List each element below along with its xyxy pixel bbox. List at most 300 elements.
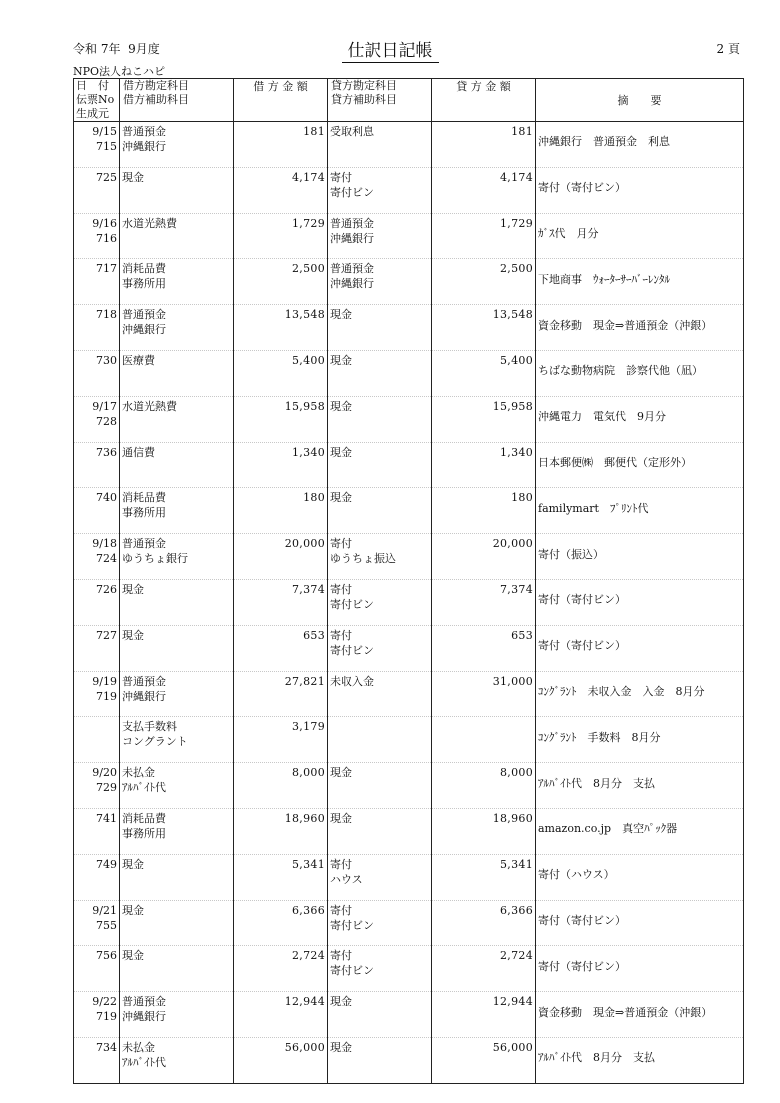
debit-account: 現金 — [122, 903, 144, 917]
credit-sub-account: 寄付ビン — [330, 185, 374, 199]
entry-description: 沖縄銀行 普通預金 利息 — [538, 135, 670, 149]
entry-description: 寄付（振込） — [538, 547, 604, 561]
credit-amount: 4,174 — [500, 170, 533, 184]
credit-amount-cell — [432, 350, 536, 396]
description-cell — [536, 350, 744, 396]
description-cell — [536, 717, 744, 763]
entry-description: ｺﾝｸﾞﾗﾝﾄ 手数料 8月分 — [538, 730, 661, 744]
credit-account-cell — [328, 488, 432, 534]
description-cell — [536, 259, 744, 305]
credit-account: 普通預金 — [330, 262, 374, 276]
debit-account: 現金 — [122, 628, 144, 642]
debit-amount-cell — [234, 900, 328, 946]
credit-account-cell — [328, 213, 432, 259]
table-row — [74, 259, 744, 305]
voucher-number: 725 — [96, 170, 117, 184]
debit-account: 消耗品費 — [122, 811, 166, 825]
description-cell — [536, 671, 744, 717]
header-date-line3: 生成元 — [76, 107, 109, 120]
credit-sub-account: 沖縄銀行 — [330, 277, 374, 291]
credit-account-cell — [328, 900, 432, 946]
debit-account-cell — [120, 625, 234, 671]
entry-date-cell — [74, 488, 120, 534]
credit-account: 普通預金 — [330, 216, 374, 230]
credit-amount: 13,548 — [492, 308, 533, 322]
debit-amount-cell — [234, 946, 328, 992]
voucher-number: 740 — [96, 491, 117, 505]
entry-date-cell — [74, 167, 120, 213]
debit-account: 未払金 — [122, 1040, 155, 1054]
debit-account: 普通預金 — [122, 995, 166, 1009]
entry-date-cell — [74, 122, 120, 168]
debit-account: 通信費 — [122, 445, 155, 459]
table-row — [74, 854, 744, 900]
debit-account: 普通預金 — [122, 308, 166, 322]
voucher-number: 736 — [96, 445, 117, 459]
debit-amount: 13,548 — [284, 308, 325, 322]
credit-amount-cell — [432, 763, 536, 809]
table-row — [74, 763, 744, 809]
credit-amount: 653 — [511, 628, 533, 642]
credit-account: 寄付 — [330, 949, 352, 963]
organization-name: NPO法人ねこハピ — [73, 65, 166, 78]
entry-description: 寄付（寄付ビン） — [538, 913, 626, 927]
credit-account-cell — [328, 122, 432, 168]
credit-account-cell — [328, 763, 432, 809]
debit-sub-account: 事務所用 — [122, 277, 166, 291]
entry-date-cell — [74, 305, 120, 351]
credit-amount — [432, 717, 533, 719]
debit-amount: 56,000 — [284, 1040, 325, 1054]
debit-account-cell — [120, 900, 234, 946]
description-cell — [536, 992, 744, 1038]
debit-amount-cell — [234, 167, 328, 213]
description-cell — [536, 396, 744, 442]
debit-account: 現金 — [122, 170, 144, 184]
credit-amount: 20,000 — [492, 537, 533, 551]
debit-account-cell — [120, 717, 234, 763]
credit-account: 現金 — [330, 811, 352, 825]
credit-amount: 31,000 — [492, 674, 533, 688]
table-row — [74, 579, 744, 625]
credit-amount: 18,960 — [492, 811, 533, 825]
debit-account-cell — [120, 259, 234, 305]
credit-account-cell — [328, 946, 432, 992]
credit-account: 寄付 — [330, 628, 352, 642]
credit-amount-cell — [432, 442, 536, 488]
debit-sub-account: ｱﾙﾊﾞｲﾄ代 — [122, 781, 166, 795]
entry-date: 9/18 — [92, 537, 117, 551]
page-title — [0, 36, 780, 61]
debit-sub-account: ゆうちょ銀行 — [122, 552, 188, 566]
table-row — [74, 946, 744, 992]
credit-account: 現金 — [330, 491, 352, 505]
debit-account: 医療費 — [122, 353, 155, 367]
credit-amount-cell — [432, 1037, 536, 1083]
header-date-line1: 日 付 — [76, 79, 109, 92]
credit-amount-cell — [432, 305, 536, 351]
entry-description: 下地商事 ｳｫｰﾀｰｻｰﾊﾞｰﾚﾝﾀﾙ — [538, 272, 670, 286]
debit-account-cell — [120, 167, 234, 213]
entry-date-cell — [74, 350, 120, 396]
voucher-number: 741 — [96, 811, 117, 825]
credit-amount-cell — [432, 900, 536, 946]
debit-amount-cell — [234, 534, 328, 580]
debit-amount-cell — [234, 808, 328, 854]
credit-amount: 6,366 — [500, 903, 533, 917]
table-row — [74, 122, 744, 168]
entry-description: ｱﾙﾊﾞｲﾄ代 8月分 支払 — [538, 1051, 655, 1065]
credit-amount: 180 — [511, 491, 533, 505]
description-cell — [536, 946, 744, 992]
description-cell — [536, 854, 744, 900]
debit-account: 支払手数料 — [122, 720, 177, 734]
credit-account-cell — [328, 259, 432, 305]
credit-account-cell — [328, 671, 432, 717]
table-row — [74, 488, 744, 534]
table-row — [74, 213, 744, 259]
debit-account-cell — [120, 213, 234, 259]
debit-account: 普通預金 — [122, 125, 166, 138]
table-row — [74, 625, 744, 671]
entry-date: 9/22 — [92, 995, 117, 1009]
entry-date-cell — [74, 900, 120, 946]
header-debit-amount: 借 方 金 額 — [234, 79, 328, 122]
entry-date-cell — [74, 717, 120, 763]
debit-account-cell — [120, 442, 234, 488]
entry-date: 9/17 — [92, 399, 117, 413]
header-credit-account — [328, 79, 432, 122]
entry-description: ｱﾙﾊﾞｲﾄ代 8月分 支払 — [538, 776, 655, 790]
debit-amount-cell — [234, 442, 328, 488]
credit-amount: 1,729 — [500, 216, 533, 230]
entry-description: 寄付（寄付ビン） — [538, 639, 626, 653]
credit-account: 現金 — [330, 399, 352, 413]
entry-date-cell — [74, 625, 120, 671]
credit-amount-cell — [432, 671, 536, 717]
entry-description: 寄付（寄付ビン） — [538, 593, 626, 607]
credit-account-cell — [328, 1037, 432, 1083]
month-label: 9月度 — [128, 42, 160, 56]
entry-description: familymart ﾌﾟﾘﾝﾄ代 — [538, 501, 649, 515]
table-row — [74, 350, 744, 396]
credit-amount: 15,958 — [492, 399, 533, 413]
debit-amount-cell — [234, 305, 328, 351]
debit-amount: 180 — [303, 491, 325, 505]
debit-account-cell — [120, 763, 234, 809]
description-cell — [536, 808, 744, 854]
debit-amount-cell — [234, 396, 328, 442]
page-number: 2 頁 — [716, 42, 740, 56]
debit-amount: 181 — [303, 125, 325, 138]
credit-account: 未収入金 — [330, 674, 374, 688]
debit-account-cell — [120, 534, 234, 580]
debit-amount-cell — [234, 488, 328, 534]
debit-account-cell — [120, 854, 234, 900]
credit-account — [330, 717, 431, 719]
debit-sub-account: 沖縄銀行 — [122, 323, 166, 337]
debit-sub-account: 事務所用 — [122, 506, 166, 520]
entry-date-cell — [74, 396, 120, 442]
debit-account: 普通預金 — [122, 674, 166, 688]
header-description: 摘 要 — [536, 79, 744, 122]
entry-description: 寄付（ハウス） — [538, 868, 615, 882]
credit-account: 現金 — [330, 445, 352, 459]
debit-amount-cell — [234, 122, 328, 168]
voucher-number: 719 — [96, 689, 117, 703]
credit-sub-account: 沖縄銀行 — [330, 231, 374, 245]
debit-amount: 7,374 — [292, 582, 325, 596]
credit-amount: 7,374 — [500, 582, 533, 596]
voucher-number: 726 — [96, 582, 117, 596]
credit-account-cell — [328, 579, 432, 625]
debit-sub-account: 沖縄銀行 — [122, 1010, 166, 1024]
entry-date-cell — [74, 992, 120, 1038]
header-date-line2: 伝票No — [76, 93, 115, 106]
voucher-number: 728 — [96, 414, 117, 428]
debit-amount: 12,944 — [284, 995, 325, 1009]
credit-account-cell — [328, 350, 432, 396]
entry-date-cell — [74, 442, 120, 488]
voucher-number: 749 — [96, 857, 117, 871]
table-header — [74, 79, 744, 122]
voucher-number: 718 — [96, 308, 117, 322]
header-credit-account-line1: 貸方勘定科目 — [331, 79, 397, 92]
credit-amount-cell — [432, 625, 536, 671]
credit-amount-cell — [432, 808, 536, 854]
header-debit-account — [120, 79, 234, 122]
description-cell — [536, 900, 744, 946]
debit-account-cell — [120, 488, 234, 534]
entry-description: ｶﾞｽ代 月分 — [538, 226, 599, 240]
header-date — [74, 79, 120, 122]
voucher-number: 756 — [96, 949, 117, 963]
voucher-number: 755 — [96, 918, 117, 932]
voucher-number: 716 — [96, 231, 117, 245]
debit-amount-cell — [234, 671, 328, 717]
credit-amount-cell — [432, 259, 536, 305]
credit-amount-cell — [432, 579, 536, 625]
debit-sub-account: ｱﾙﾊﾞｲﾄ代 — [122, 1055, 166, 1069]
entry-description: 資金移動 現金⇒普通預金（沖銀） — [538, 318, 713, 332]
debit-amount-cell — [234, 992, 328, 1038]
debit-account-cell — [120, 671, 234, 717]
credit-amount-cell — [432, 992, 536, 1038]
description-cell — [536, 122, 744, 168]
table-row — [74, 167, 744, 213]
debit-amount: 3,179 — [292, 720, 325, 734]
credit-amount: 12,944 — [492, 995, 533, 1009]
credit-account-cell — [328, 396, 432, 442]
credit-amount: 2,500 — [500, 262, 533, 276]
entry-date-cell — [74, 213, 120, 259]
entry-description: ｺﾝｸﾞﾗﾝﾄ 未収入金 入金 8月分 — [538, 684, 705, 698]
debit-amount-cell — [234, 1037, 328, 1083]
entry-date-cell — [74, 259, 120, 305]
debit-sub-account: コングラント — [122, 735, 188, 749]
journal-table — [73, 78, 744, 1084]
credit-amount: 8,000 — [500, 766, 533, 780]
debit-account-cell — [120, 122, 234, 168]
debit-account-cell — [120, 1037, 234, 1083]
credit-account: 寄付 — [330, 903, 352, 917]
credit-account-cell — [328, 854, 432, 900]
header-debit-account-line2: 借方補助科目 — [123, 93, 189, 106]
voucher-number: 724 — [96, 552, 117, 566]
credit-amount: 5,400 — [500, 353, 533, 367]
debit-account-cell — [120, 992, 234, 1038]
credit-amount-cell — [432, 213, 536, 259]
voucher-number: 730 — [96, 353, 117, 367]
debit-account: 現金 — [122, 857, 144, 871]
debit-account-cell — [120, 946, 234, 992]
debit-amount: 4,174 — [292, 170, 325, 184]
debit-account: 水道光熱費 — [122, 399, 177, 413]
table-row — [74, 992, 744, 1038]
credit-account-cell — [328, 625, 432, 671]
debit-amount-cell — [234, 213, 328, 259]
table-row — [74, 808, 744, 854]
credit-account-cell — [328, 305, 432, 351]
entry-date-cell — [74, 671, 120, 717]
credit-account: 受取利息 — [330, 125, 374, 138]
entry-description: ちばな動物病院 診察代他（凪） — [538, 364, 703, 378]
voucher-number: 729 — [96, 781, 117, 795]
description-cell — [536, 167, 744, 213]
credit-amount: 56,000 — [492, 1040, 533, 1054]
credit-account-cell — [328, 992, 432, 1038]
entry-date-cell — [74, 763, 120, 809]
credit-amount-cell — [432, 717, 536, 763]
credit-account-cell — [328, 442, 432, 488]
credit-account-cell — [328, 534, 432, 580]
debit-amount-cell — [234, 259, 328, 305]
entry-date — [74, 717, 117, 719]
credit-account-cell — [328, 167, 432, 213]
debit-amount: 18,960 — [284, 811, 325, 825]
description-cell — [536, 534, 744, 580]
debit-amount: 8,000 — [292, 766, 325, 780]
entry-description: amazon.co.jp 真空ﾊﾟｯｸ器 — [538, 822, 678, 836]
entry-date-cell — [74, 808, 120, 854]
debit-amount: 5,341 — [292, 857, 325, 871]
header-credit-amount: 貸 方 金 額 — [432, 79, 536, 122]
description-cell — [536, 625, 744, 671]
credit-sub-account: ハウス — [330, 872, 363, 886]
debit-sub-account: 事務所用 — [122, 826, 166, 840]
journal-body — [74, 122, 744, 1084]
description-cell — [536, 763, 744, 809]
debit-amount: 2,724 — [292, 949, 325, 963]
debit-account: 水道光熱費 — [122, 216, 177, 230]
credit-sub-account: ゆうちょ振込 — [330, 552, 396, 566]
era-year: 令和 7年 — [73, 42, 121, 56]
debit-account-cell — [120, 579, 234, 625]
credit-amount-cell — [432, 854, 536, 900]
description-cell — [536, 1037, 744, 1083]
voucher-number: 715 — [96, 140, 117, 153]
entry-description: 沖縄電力 電気代 9月分 — [538, 410, 666, 424]
table-row — [74, 442, 744, 488]
credit-sub-account: 寄付ビン — [330, 643, 374, 657]
voucher-number: 717 — [96, 262, 117, 276]
table-row — [74, 534, 744, 580]
debit-amount-cell — [234, 854, 328, 900]
debit-account: 未払金 — [122, 766, 155, 780]
entry-date-cell — [74, 854, 120, 900]
page-title-text: 仕訳日記帳 — [342, 41, 439, 63]
table-row — [74, 900, 744, 946]
entry-date: 9/19 — [92, 674, 117, 688]
debit-amount-cell — [234, 717, 328, 763]
entry-date-cell — [74, 1037, 120, 1083]
table-row — [74, 671, 744, 717]
description-cell — [536, 213, 744, 259]
entry-date-cell — [74, 534, 120, 580]
credit-sub-account: 寄付ビン — [330, 597, 374, 611]
voucher-number: 727 — [96, 628, 117, 642]
entry-date: 9/16 — [92, 216, 117, 230]
debit-amount: 1,729 — [292, 216, 325, 230]
entry-date-cell — [74, 579, 120, 625]
description-cell — [536, 488, 744, 534]
debit-amount: 1,340 — [292, 445, 325, 459]
debit-account-cell — [120, 305, 234, 351]
header-credit-account-line2: 貸方補助科目 — [331, 93, 397, 106]
debit-account: 消耗品費 — [122, 262, 166, 276]
credit-account: 寄付 — [330, 582, 352, 596]
header-debit-account-line1: 借方勘定科目 — [123, 79, 189, 92]
credit-account: 現金 — [330, 766, 352, 780]
description-cell — [536, 442, 744, 488]
credit-amount-cell — [432, 488, 536, 534]
table-row — [74, 305, 744, 351]
credit-sub-account: 寄付ビン — [330, 918, 374, 932]
debit-amount: 20,000 — [284, 537, 325, 551]
debit-account-cell — [120, 350, 234, 396]
entry-date: 9/15 — [92, 125, 117, 138]
entry-description: 日本郵便㈱ 郵便代（定形外） — [538, 455, 692, 469]
debit-account-cell — [120, 808, 234, 854]
credit-account: 現金 — [330, 995, 352, 1009]
debit-amount: 6,366 — [292, 903, 325, 917]
debit-sub-account: 沖縄銀行 — [122, 140, 166, 153]
entry-description: 寄付（寄付ビン） — [538, 959, 626, 973]
credit-amount-cell — [432, 167, 536, 213]
credit-account: 寄付 — [330, 857, 352, 871]
credit-amount-cell — [432, 396, 536, 442]
debit-account: 現金 — [122, 582, 144, 596]
table-row — [74, 396, 744, 442]
debit-amount-cell — [234, 350, 328, 396]
credit-account: 現金 — [330, 1040, 352, 1054]
credit-amount: 2,724 — [500, 949, 533, 963]
credit-amount: 181 — [511, 125, 533, 138]
entry-date: 9/21 — [92, 903, 117, 917]
credit-amount-cell — [432, 122, 536, 168]
debit-amount: 653 — [303, 628, 325, 642]
debit-amount-cell — [234, 625, 328, 671]
credit-account: 現金 — [330, 353, 352, 367]
credit-account-cell — [328, 808, 432, 854]
description-cell — [536, 305, 744, 351]
debit-account: 消耗品費 — [122, 491, 166, 505]
credit-account: 寄付 — [330, 537, 352, 551]
credit-account: 寄付 — [330, 170, 352, 184]
credit-sub-account: 寄付ビン — [330, 964, 374, 978]
debit-amount-cell — [234, 579, 328, 625]
entry-date-cell — [74, 946, 120, 992]
